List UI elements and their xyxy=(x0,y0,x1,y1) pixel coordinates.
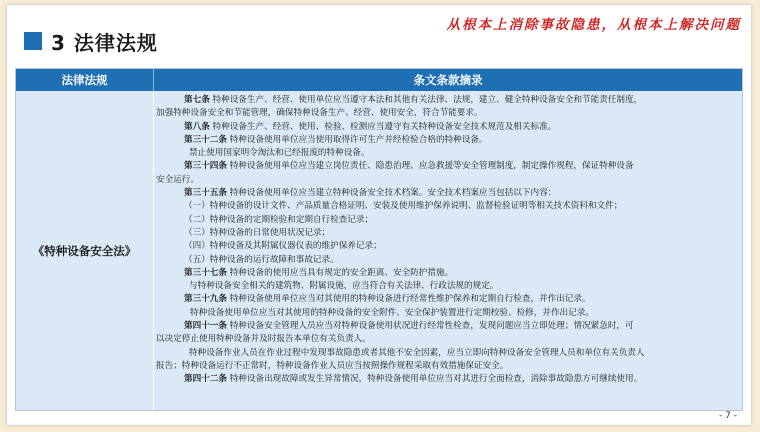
clause-text: 与特种设备安全相关的建筑物、附属设施，应当符合有关法律、行政法规的规定。 xyxy=(189,281,499,292)
law-table xyxy=(15,68,743,411)
column-header-clause: 条文条款摘录 xyxy=(413,73,483,87)
clause-text: 安全运行。 xyxy=(156,174,199,185)
clause-line xyxy=(156,174,738,187)
clause-line xyxy=(156,160,738,173)
clause-line xyxy=(156,214,738,227)
clause-text: （二）特种设备的定期检验和定期自行检查记录； xyxy=(184,214,374,225)
clause-text: （三）特种设备的日常使用状况记录； xyxy=(184,227,331,238)
clause-text: （四）特种设备及其附属仪器仪表的维护保养记录； xyxy=(184,241,382,252)
clause-line xyxy=(156,320,738,333)
article-number: 第四十二条 xyxy=(184,374,227,385)
clause-text: 特种设备出现故障或发生异常情况，特种设备使用单位应当对其进行全面检查，消除事故隐患方可继续使用。 xyxy=(226,374,643,385)
clause-text: （五）特种设备的运行故障和事故记录。 xyxy=(184,254,339,265)
clause-text: 特种设备使用单位应当对其使用的特种设备的安全附件、安全保护装置进行定期校验、检修，并作出记录。 xyxy=(190,307,594,318)
clause-line xyxy=(156,307,738,320)
clause-line xyxy=(156,147,738,160)
clause-text: 特种设备生产、经营、使用单位应当遵守本法和其他有关法律、法规，建立、健全特种设备安全和节能责任制度， xyxy=(209,95,643,105)
clause-line xyxy=(156,254,738,267)
title-marker xyxy=(24,32,42,50)
clause-text: 特种设备使用单位应当建立岗位责任、隐患治理、应急救援等安全管理制度，制定操作规程，保证特种设备 xyxy=(226,161,634,172)
clause-text: 特种设备使用单位应当建立特种设备安全技术档案。安全技术档案应当包括以下内容： xyxy=(226,188,557,199)
clause-text: 特种设备的使用应当具有规定的安全距离、安全防护措施。 xyxy=(226,267,454,278)
clause-text: 以决定停止使用特种设备并及时报告本单位有关负责人。 xyxy=(156,334,371,345)
article-number: 第七条 xyxy=(184,95,210,105)
clause-text: 加强特种设备安全和节能管理，确保特种设备生产、经营、使用安全，符合节能要求。 xyxy=(156,108,483,119)
clause-line xyxy=(156,227,738,240)
page-number: - 7 - xyxy=(719,411,737,421)
clause-text: 特种设备使用单位应当对其使用的特种设备进行经常性维护保养和定期自行检查，并作出记录。 xyxy=(226,294,591,305)
table-header xyxy=(16,69,742,91)
clause-text: 禁止使用国家明令淘汰和已经报废的特种设备。 xyxy=(189,148,370,159)
law-name-cell: 《特种设备安全法》 xyxy=(32,243,137,258)
clause-line xyxy=(156,333,738,346)
column-divider xyxy=(153,91,154,410)
clause-line xyxy=(156,293,738,306)
article-number: 第三十九条 xyxy=(184,294,227,305)
column-header-law: 法律法规 xyxy=(61,73,108,87)
title-bar xyxy=(7,5,751,67)
article-number: 第八条 xyxy=(184,121,210,132)
clause-line xyxy=(156,373,738,386)
clause-line xyxy=(156,267,738,280)
clause-line xyxy=(156,187,738,200)
clause-line xyxy=(156,134,738,147)
page-title: 3 法律法规 xyxy=(51,31,158,55)
clause-text: （一）特种设备的设计文件、产品质量合格证明、安装及使用维护保养说明、监督检验证明等相关技术资料和文件； xyxy=(184,201,623,212)
clause-line xyxy=(156,121,738,134)
table-row xyxy=(16,91,742,410)
clause-line xyxy=(156,347,738,360)
clause-text: 特种设备生产、经营、使用、检验、检测应当遵守有关特种设备安全技术规范及相关标准。 xyxy=(209,121,557,132)
article-number: 第三十四条 xyxy=(184,161,227,172)
clause-line xyxy=(156,360,738,373)
clause-text: 特种设备安全管理人员应当对特种设备使用状况进行经常性检查，发现问题应当立即处理；情况紧急时，可 xyxy=(226,321,634,332)
article-number: 第四十一条 xyxy=(184,321,227,332)
clause-text: 特种设备作业人员在作业过程中发现事故隐患或者其他不安全因素，应当立即向特种设备安全管理人员和单位有关负责人 xyxy=(189,347,645,358)
slide xyxy=(7,5,751,425)
clause-line xyxy=(156,200,738,213)
article-number: 第三十七条 xyxy=(184,267,227,278)
clause-line xyxy=(156,94,738,107)
clause-line xyxy=(156,240,738,253)
clause-text: 特种设备使用单位应当使用取得许可生产并经检验合格的特种设备。 xyxy=(226,134,488,145)
clause-text: 报告；特种设备运行不正常时，特种设备作业人员应当按照操作规程采取有效措施保证安全。 xyxy=(156,360,509,371)
article-number: 第三十二条 xyxy=(184,134,227,145)
clause-line xyxy=(156,280,738,293)
slogan: 从根本上消除事故隐患，从根本上解决问题 xyxy=(446,17,741,33)
article-number: 第三十五条 xyxy=(184,188,227,199)
clause-line xyxy=(156,107,738,120)
clause-cell xyxy=(156,94,738,387)
